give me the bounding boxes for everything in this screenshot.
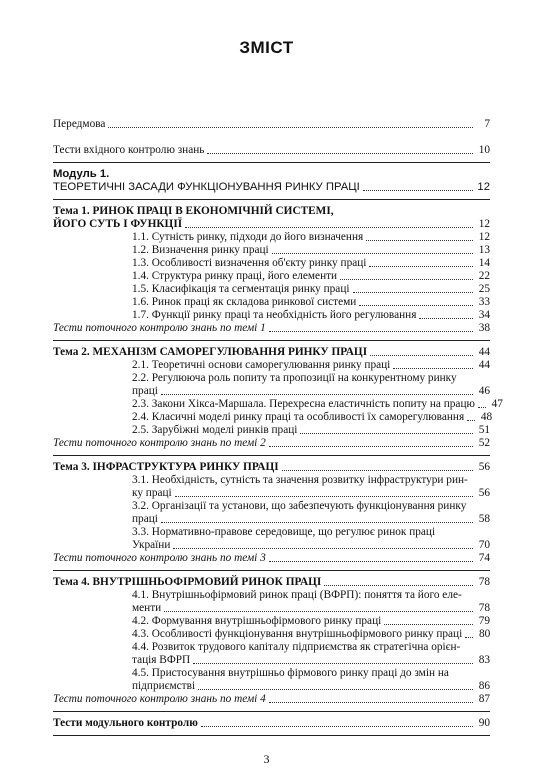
page-title: ЗМІСТ (239, 38, 294, 57)
toc-entry-4-1[interactable]: менти 78 (132, 602, 490, 614)
divider (53, 199, 490, 200)
toc-entry-module-1[interactable]: ТЕОРЕТИЧНІ ЗАСАДИ ФУНКЦІОНУВАННЯ РИНКУ ПРАЦІ 12 (53, 181, 490, 193)
toc-entry-4-2[interactable]: 4.2. Формування внутрішньофірмового ринку праці 79 (132, 615, 490, 627)
divider (53, 162, 490, 163)
topic-1-heading-line1: Тема 1. РИНОК ПРАЦІ В ЕКОНОМІЧНІЙ СИСТЕМІ, (53, 205, 334, 217)
toc-entry-4-4-line1: 4.4. Розвиток трудового капіталу підприємства як стратегічна орієн- (132, 641, 461, 653)
module-heading: Модуль 1. (53, 168, 110, 180)
toc-entry-4-5-line1: 4.5. Пристосування внутрішньо фірмового ринку праці до змін на (132, 667, 449, 679)
toc-entry-1-1[interactable]: 1.1. Сутність ринку, підходи до його визначення 12 (132, 231, 490, 243)
toc-entry-4-4[interactable]: тація ВФРП 83 (132, 654, 490, 666)
divider (53, 735, 490, 736)
divider (53, 455, 490, 456)
toc-entry-3-3-line1: 3.3. Нормативно-правове середовище, що регулює ринок праці (132, 526, 436, 538)
toc-entry-2-4[interactable]: 2.4. Класичні моделі ринку праці та особливості їх саморегулювання 48 (132, 411, 493, 423)
toc-entry-2-5[interactable]: 2.5. Зарубіжні моделі ринків праці 51 (132, 424, 490, 436)
toc-entry-4-5[interactable]: підприємстві 86 (132, 680, 490, 692)
toc-entry-test-topic-4[interactable]: Тести поточного контролю знань по темі 4 87 (53, 693, 490, 705)
toc-entry-1-2[interactable]: 1.2. Визначення ринку праці 13 (132, 244, 490, 256)
toc-entry-test-topic-3[interactable]: Тести поточного контролю знань по темі 3 74 (53, 552, 490, 564)
divider (53, 711, 490, 712)
toc-entry-topic-4[interactable]: Тема 4. ВНУТРІШНЬОФІРМОВИЙ РИНОК ПРАЦІ 78 (53, 576, 490, 588)
toc-entry-4-3[interactable]: 4.3. Особливості функціонування внутрішньофірмового ринку праці 80 (132, 628, 491, 640)
toc-entry-2-1[interactable]: 2.1. Теоретичні основи саморегулювання ринку праці 44 (132, 359, 490, 371)
toc-entry-topic-1[interactable]: ЙОГО СУТЬ І ФУНКЦІЇ 12 (53, 218, 490, 230)
toc-entry-test-topic-1[interactable]: Тести поточного контролю знань по темі 1 38 (53, 322, 490, 334)
toc-entry-module-tests[interactable]: Тести модульного контролю 90 (53, 717, 490, 729)
toc-entry-1-3[interactable]: 1.3. Особливості визначення об'єкту ринку праці 14 (132, 257, 490, 269)
toc-entry-1-5[interactable]: 1.5. Класифікація та сегментація ринку праці 25 (132, 283, 490, 295)
toc-entry-3-3[interactable]: України 70 (132, 539, 490, 551)
toc-entry-1-6[interactable]: 1.6. Ринок праці як складова ринкової системи 33 (132, 296, 490, 308)
toc-entry-3-2-line1: 3.2. Організації та установи, що забезпечують функціонування ринку (132, 500, 467, 512)
toc-entry-3-1[interactable]: ку праці 56 (132, 487, 490, 499)
toc-entry-1-4[interactable]: 1.4. Структура ринку праці, його елементи 22 (132, 270, 490, 282)
toc-entry-test-topic-2[interactable]: Тести поточного контролю знань по темі 2 52 (53, 437, 490, 449)
toc-entry-1-7[interactable]: 1.7. Функції ринку праці та необхідність його регулювання 34 (132, 309, 490, 321)
toc-entry-2-2-line1: 2.2. Регулююча роль попиту та пропозиції на конкурентному ринку (132, 372, 457, 384)
toc-entry-topic-2[interactable]: Тема 2. МЕХАНІЗМ САМОРЕГУЛЮВАННЯ РИНКУ ПРАЦІ 44 (53, 346, 490, 358)
toc-entry-preface[interactable]: Передмова 7 (53, 118, 490, 130)
divider (53, 340, 490, 341)
toc-entry-4-1-line1: 4.1. Внутрішньофірмовий ринок праці (ВФРП): поняття та його еле- (132, 589, 462, 601)
toc-entry-entry-tests[interactable]: Тести вхідного контролю знань 10 (53, 144, 490, 156)
toc-entry-topic-3[interactable]: Тема 3. ІНФРАСТРУКТУРА РИНКУ ПРАЦІ 56 (53, 461, 490, 473)
toc-entry-2-3[interactable]: 2.3. Закони Хікса-Маршала. Перехресна еластичність попиту на працю 47 (132, 398, 503, 410)
divider (53, 570, 490, 571)
toc-entry-2-2[interactable]: праці 46 (132, 385, 490, 397)
toc-entry-3-1-line1: 3.1. Необхідність, сутність та значення розвитку інфраструктури рин- (132, 474, 468, 486)
toc-entry-3-2[interactable]: праці 58 (132, 513, 490, 525)
page-number: 3 (263, 752, 270, 766)
table-of-contents (53, 118, 503, 741)
